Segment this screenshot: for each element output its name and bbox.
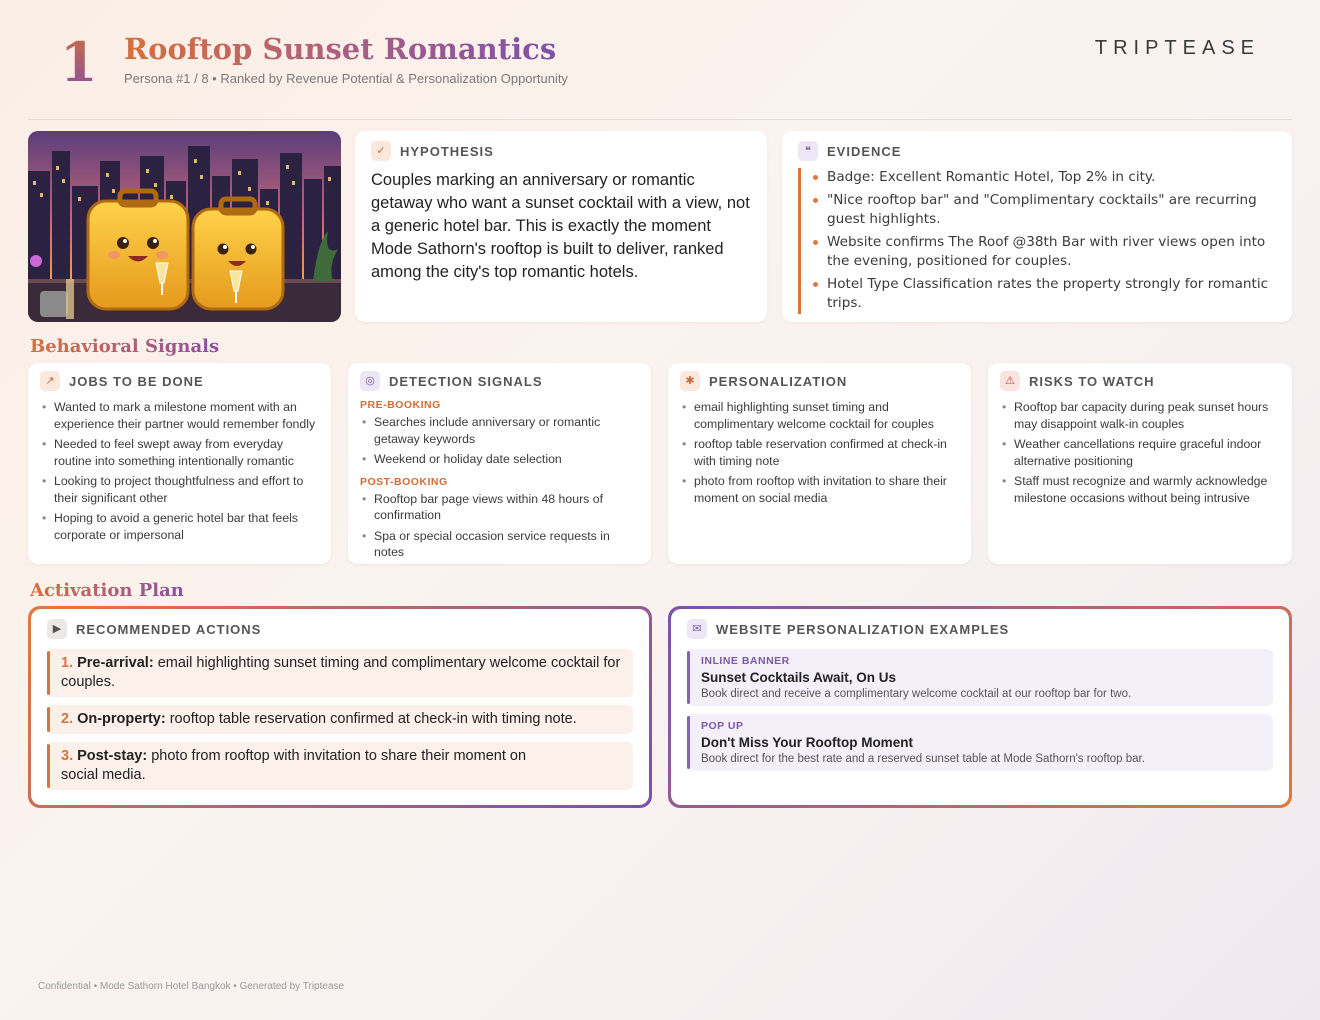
action-number: 1.: [61, 655, 74, 671]
evidence-list: [798, 168, 1276, 314]
action-number: 3.: [61, 748, 74, 764]
jobs-to-be-done-card: [28, 363, 331, 564]
post-booking-label: POST-BOOKING: [360, 475, 448, 488]
persona-number: 1: [60, 30, 98, 94]
quote-icon: ❝: [798, 141, 818, 161]
persona-illustration: [28, 131, 341, 322]
evidence-item: Hotel Type Classification rates the property strongly for romantic trips.: [813, 275, 1276, 314]
personalization-example: [687, 714, 1273, 771]
list-item: • Hoping to avoid a generic hotel bar that feels corporate or impersonal: [40, 510, 319, 543]
page-footer: Confidential • Mode Sathorn Hotel Bangkok • Generated by Triptease: [38, 981, 345, 992]
brand-logo: TRIPTEASE: [1094, 37, 1260, 59]
list-item: • email highlighting sunset timing and complimentary welcome cocktail for couples: [680, 399, 959, 432]
website-personalization-card: [668, 606, 1292, 808]
example-headline: Don't Miss Your Rooftop Moment: [701, 735, 913, 750]
action-lead: Pre-arrival:: [77, 655, 154, 671]
detection-label: DETECTION SIGNALS: [389, 373, 543, 389]
list-item: • Staff must recognize and warmly acknowledge milestone occasions without being intrusive: [1000, 473, 1280, 506]
hypothesis-text: Couples marking an anniversary or romantic getaway who want a sunset cocktail with a view, not a generic hotel bar. This is exactly the moment Mode Sathorn's rooftop is built to deliver, ranked among the city's top romantic hotels.: [371, 171, 750, 281]
page-header: [0, 0, 1320, 120]
play-icon: ▶: [47, 619, 67, 639]
evidence-label: EVIDENCE: [827, 143, 902, 159]
header-divider: [28, 119, 1292, 120]
action-lead: Post-stay:: [77, 748, 148, 764]
list-item: • Rooftop bar page views within 48 hours of confirmation: [360, 491, 639, 524]
page-subtitle: Persona #1 / 8 • Ranked by Revenue Potential & Personalization Opportunity: [124, 71, 568, 86]
action-text: photo from rooftop with invitation to share their moment on social media.: [61, 748, 527, 783]
recommended-label: RECOMMENDED ACTIONS: [76, 621, 262, 637]
list-item: • Rooftop bar capacity during peak sunset hours may disappoint walk-in couples: [1000, 399, 1280, 432]
evidence-item: "Nice rooftop bar" and "Complimentary cocktails" are recurring guest highlights.: [813, 191, 1276, 230]
check-icon: ✓: [371, 141, 391, 161]
list-item: • photo from rooftop with invitation to share their moment on social media: [680, 473, 959, 506]
hypothesis-card: [355, 131, 767, 322]
warning-icon: ⚠: [1000, 371, 1020, 391]
mail-icon: ✉: [687, 619, 707, 639]
evidence-item: Badge: Excellent Romantic Hotel, Top 2% in city.: [813, 168, 1276, 188]
page-title: Rooftop Sunset Romantics: [124, 32, 557, 66]
post-booking-list: [360, 491, 639, 561]
personalization-example: [687, 649, 1273, 706]
recommended-actions-card: [28, 606, 652, 808]
action-number: 2.: [61, 711, 74, 727]
arrow-up-right-icon: ↗: [40, 371, 60, 391]
jobs-list: [40, 399, 319, 543]
example-type: POP UP: [701, 720, 744, 732]
target-icon: ◎: [360, 371, 380, 391]
risks-to-watch-card: [988, 363, 1292, 564]
hypothesis-label: HYPOTHESIS: [400, 143, 494, 159]
list-item: • Needed to feel swept away from everyday routine into something intentionally romantic: [40, 436, 319, 469]
list-item: • Spa or special occasion service requests in notes: [360, 528, 639, 561]
list-item: • Looking to project thoughtfulness and effort to their significant other: [40, 473, 319, 506]
pre-booking-list: [360, 414, 639, 468]
evidence-card: [782, 131, 1292, 322]
action-text: email highlighting sunset timing and complimentary welcome cocktail for couples.: [61, 655, 621, 690]
personalization-card: [668, 363, 971, 564]
behavioral-signals-title: Behavioral Signals: [30, 336, 220, 357]
list-item: • Searches include anniversary or romantic getaway keywords: [360, 414, 639, 447]
sparkle-icon: ✱: [680, 371, 700, 391]
example-body: Book direct for the best rate and a reserved sunset table at Mode Sathorn's rooftop bar.: [701, 753, 1145, 765]
action-lead: On-property:: [77, 711, 166, 727]
action-item: [47, 742, 633, 790]
action-item: [47, 649, 633, 697]
evidence-item: Website confirms The Roof @38th Bar with river views open into the evening, positioned for couples.: [813, 233, 1276, 272]
list-item: • Weekend or holiday date selection: [360, 451, 639, 468]
risks-label: RISKS TO WATCH: [1029, 373, 1155, 389]
list-item: • Wanted to mark a milestone moment with an experience their partner would remember fondly: [40, 399, 319, 432]
jobs-label: JOBS TO BE DONE: [69, 373, 204, 389]
example-body: Book direct and receive a complimentary welcome cocktail at our rooftop bar for two.: [701, 688, 1132, 700]
website-label: WEBSITE PERSONALIZATION EXAMPLES: [716, 621, 1010, 637]
pre-booking-label: PRE-BOOKING: [360, 399, 441, 411]
action-item: [47, 705, 633, 734]
activation-plan-title: Activation Plan: [30, 580, 184, 601]
action-text: rooftop table reservation confirmed at check-in with timing note.: [165, 711, 577, 727]
personalization-label: PERSONALIZATION: [709, 373, 848, 389]
list-item: • rooftop table reservation confirmed at check-in with timing note: [680, 436, 959, 469]
example-type: INLINE BANNER: [701, 655, 790, 667]
risks-list: [1000, 399, 1280, 506]
example-headline: Sunset Cocktails Await, On Us: [701, 670, 897, 685]
detection-signals-card: [348, 363, 651, 564]
list-item: • Weather cancellations require graceful indoor alternative positioning: [1000, 436, 1280, 469]
personalization-list: [680, 399, 959, 506]
